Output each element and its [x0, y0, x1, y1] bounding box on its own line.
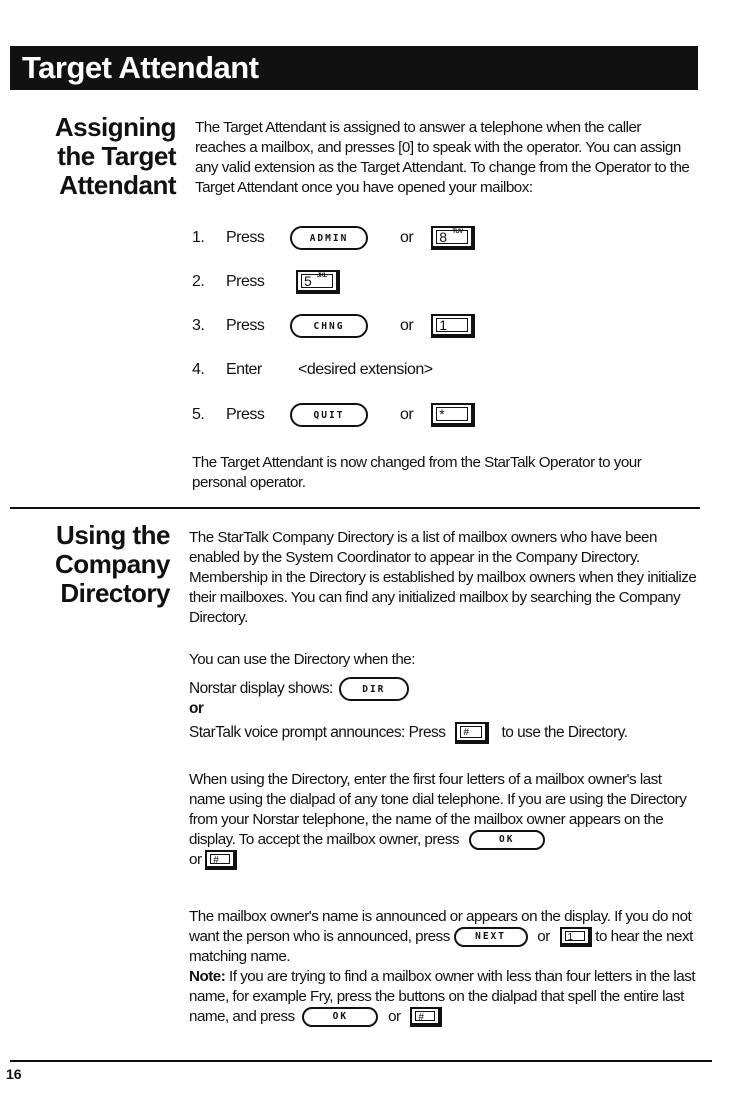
directory-usage-paragraph: You can use the Directory when the:: [189, 651, 415, 668]
step-verb: Press: [226, 273, 265, 290]
intro-paragraph: The Target Attendant is assigned to answer a telephone when the caller reaches a mailbox, and presses [0] to speak with the operator. You can assign any valid extension as the Target Attendant. To change from the Operator to the Target Attendant once you have opened your mailbox:: [195, 119, 690, 196]
dir-softkey[interactable]: DIR: [339, 677, 409, 701]
dialpad-key-hash[interactable]: [455, 722, 489, 744]
step-number: 1.: [192, 229, 205, 246]
step-number: 3.: [192, 317, 205, 334]
heading-line: the Target: [57, 141, 176, 171]
title-banner: [10, 46, 698, 90]
voice-prompt-line: [189, 722, 628, 744]
dialpad-key-1[interactable]: [431, 314, 475, 338]
step-number: 2.: [192, 273, 205, 290]
step-5: [192, 400, 475, 430]
chng-softkey[interactable]: CHNG: [290, 314, 368, 338]
directory-search-paragraph: [189, 770, 699, 870]
or-label: or: [400, 229, 414, 246]
key-label: 5: [304, 273, 312, 289]
desired-extension-text: <desired extension>: [298, 361, 433, 378]
or-label: or: [189, 851, 202, 869]
or-label: or: [189, 700, 204, 717]
heading-line: Using the: [56, 520, 170, 550]
search-text: When using the Directory, enter the first four letters of a mailbox owner's last name using the dialpad of any tone dial telephone. If you are using the Directory from your Norstar telephone, the name of the mailbox owner appears on the display. To accept the mailbox owner, press: [189, 771, 687, 849]
admin-softkey[interactable]: ADMIN: [290, 226, 368, 250]
key-label: #: [418, 1012, 424, 1024]
step-verb: Press: [226, 229, 265, 246]
key-sub-label: JKL: [317, 273, 327, 279]
section-heading-directory: [52, 521, 170, 608]
step-2: [192, 267, 340, 297]
heading-line: Attendant: [59, 170, 176, 200]
key-label: 1: [439, 317, 447, 333]
quit-softkey[interactable]: QUIT: [290, 403, 368, 427]
heading-line: Directory: [60, 578, 170, 608]
dialpad-key-8[interactable]: [431, 226, 475, 250]
step-4: [192, 355, 433, 385]
dialpad-key-1[interactable]: [560, 927, 592, 947]
dialpad-key-hash[interactable]: [410, 1007, 442, 1027]
or-line: [189, 700, 203, 718]
step-1: [192, 223, 475, 253]
key-label: 8: [439, 229, 447, 245]
section-divider: [10, 507, 700, 509]
voice-prompt-label: StarTalk voice prompt announces: Press: [189, 724, 446, 741]
voice-prompt-tail: to use the Directory.: [501, 724, 628, 741]
ok-softkey[interactable]: OK: [302, 1007, 378, 1027]
key-label: 1: [567, 932, 573, 943]
next-name-text: The mailbox owner's name is announced or appears on the display. If you do not want the person who is announced, press: [189, 908, 692, 946]
note-label: Note:: [189, 968, 226, 986]
note-text: If you are trying to find a mailbox owner with less than four letters in the last name, for example Fry, press the buttons on the dialpad that spell the entire last name, and press: [189, 968, 696, 1026]
ok-softkey[interactable]: OK: [469, 830, 545, 850]
step-verb: Press: [226, 406, 265, 423]
step-verb: Enter: [226, 361, 262, 378]
footer-divider: [10, 1060, 712, 1062]
or-label: or: [400, 317, 414, 334]
or-label: or: [400, 406, 414, 423]
key-sub-label: TUV: [452, 229, 463, 235]
heading-line: Assigning: [54, 112, 176, 142]
or-label: or: [388, 1008, 401, 1026]
dialpad-key-5[interactable]: [296, 270, 340, 294]
step-3: [192, 311, 475, 341]
page-title: Target Attendant: [22, 50, 259, 85]
dialpad-key-star[interactable]: [431, 403, 475, 427]
directory-intro-paragraph: The StarTalk Company Directory is a list of mailbox owners who have been enabled by the System Coordinator to appear in the Company Directory. Membership in the Directory is established by mailbox owners when they initialize their mailboxes. You can find any initialized mailbox by searching the Company Directory.: [189, 529, 697, 626]
section-heading-assigning: [52, 113, 176, 200]
key-label: *: [439, 406, 445, 422]
or-label: or: [537, 928, 550, 946]
heading-line: Company: [55, 549, 170, 579]
step-number: 4.: [192, 361, 205, 378]
display-shows-label: Norstar display shows:: [189, 680, 333, 697]
next-name-paragraph: [189, 907, 701, 1027]
page-number: 16: [6, 1066, 22, 1082]
next-softkey[interactable]: NEXT: [454, 927, 528, 947]
display-shows-line: [189, 677, 409, 701]
step-verb: Press: [226, 317, 265, 334]
result-paragraph: The Target Attendant is now changed from the StarTalk Operator to your personal operator.: [192, 454, 642, 491]
next-name-tail: to hear the next matching name.: [189, 928, 693, 966]
key-label: #: [213, 855, 219, 867]
key-label: #: [463, 727, 469, 738]
step-number: 5.: [192, 406, 205, 423]
dialpad-key-hash[interactable]: [205, 850, 237, 870]
